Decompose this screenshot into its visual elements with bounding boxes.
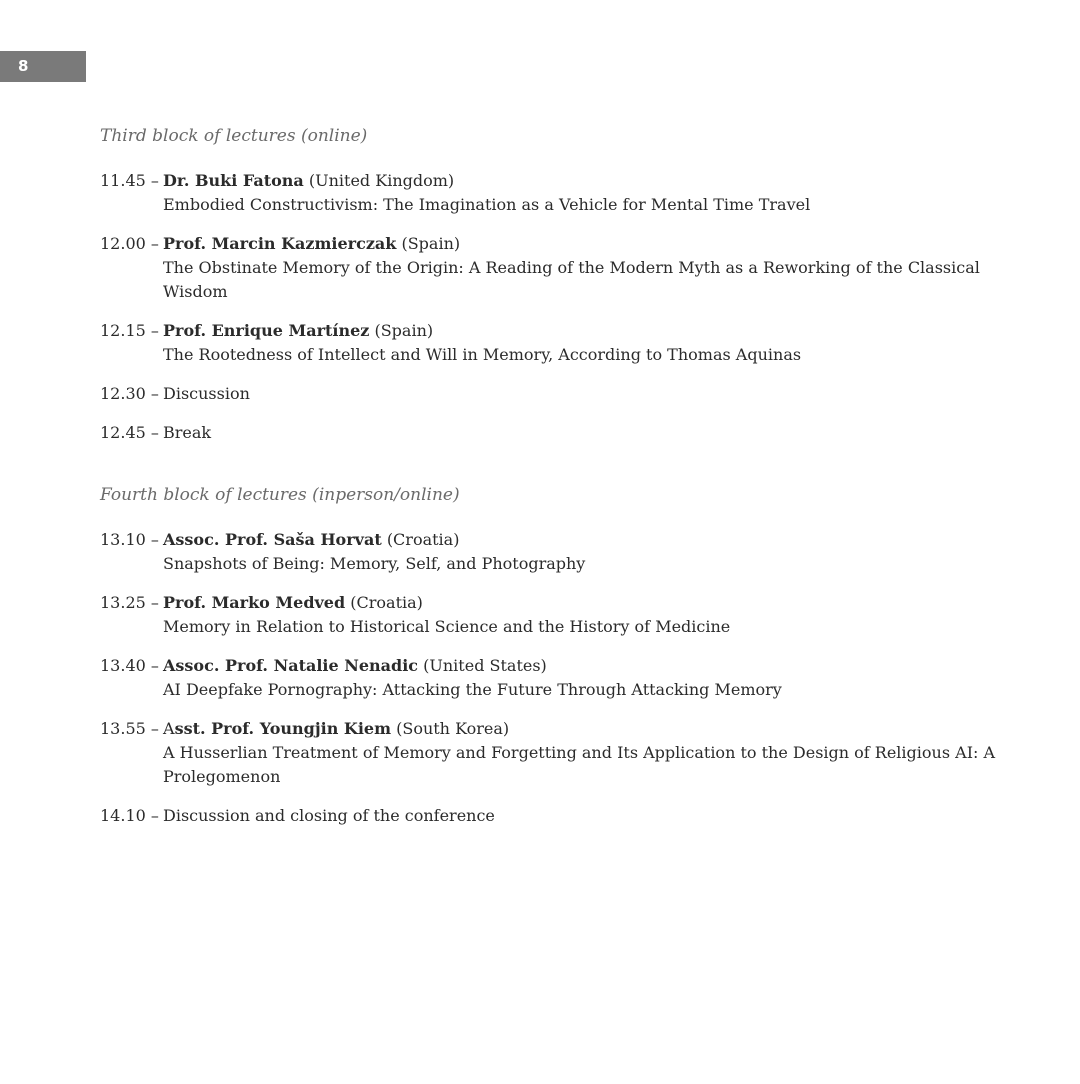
entry-time: 12.15 – [100, 321, 159, 340]
speaker-name: Prof. Enrique Martínez [163, 321, 370, 340]
entry-time: 13.25 – [100, 593, 159, 612]
program-entry [100, 169, 1000, 217]
speaker-prefix: A [163, 719, 175, 738]
entry-time: 12.45 – [100, 423, 159, 442]
program-content [100, 124, 1000, 843]
entry-time: 11.45 – [100, 171, 159, 190]
lecture-title: The Rootedness of Intellect and Will in Memory, According to Thomas Aquinas [163, 345, 802, 364]
entry-time: 12.00 – [100, 234, 159, 253]
speaker-country: (United States) [423, 656, 547, 675]
speaker-country: (Spain) [401, 234, 461, 253]
program-entry [100, 319, 1000, 367]
block-heading-third: Third block of lectures (online) [100, 126, 368, 146]
entry-time: 12.30 – [100, 384, 159, 403]
speaker-name: Prof. Marcin Kazmierczak [163, 234, 397, 253]
program-entry [100, 717, 1000, 789]
speaker-name: sst. Prof. Youngjin Kiem [174, 719, 392, 738]
speaker-country: (South Korea) [396, 719, 510, 738]
speaker-name: Assoc. Prof. Saša Horvat [163, 530, 382, 549]
speaker-country: (Spain) [374, 321, 434, 340]
lecture-title: Embodied Constructivism: The Imagination as a Vehicle for Mental Time Travel [163, 195, 811, 214]
speaker-name: Prof. Marko Medved [163, 593, 346, 612]
lecture-title: AI Deepfake Pornography: Attacking the Future Through Attacking Memory [163, 680, 782, 699]
entry-time: 14.10 – [100, 806, 159, 825]
lecture-title: Memory in Relation to Historical Science and the History of Medicine [163, 617, 731, 636]
page-number: 8 [0, 51, 86, 82]
entry-time: 13.40 – [100, 656, 159, 675]
lecture-title: Snapshots of Being: Memory, Self, and Photography [163, 554, 586, 573]
entry-text: Break [163, 423, 212, 442]
entry-time: 13.55 – [100, 719, 159, 738]
entry-time: 13.10 – [100, 530, 159, 549]
entry-text: Discussion and closing of the conference [163, 806, 495, 825]
program-entry [100, 421, 1000, 445]
program-entry [100, 654, 1000, 702]
program-entry [100, 804, 1000, 828]
speaker-name: Assoc. Prof. Natalie Nenadic [163, 656, 419, 675]
speaker-name: Dr. Buki Fatona [163, 171, 304, 190]
speaker-country: (United Kingdom) [308, 171, 455, 190]
lecture-title: A Husserlian Treatment of Memory and Forgetting and Its Application to the Design of Religious AI: A Prolegomenon [163, 743, 996, 786]
program-entry [100, 528, 1000, 576]
program-entry [100, 232, 1000, 304]
lecture-title: The Obstinate Memory of the Origin: A Reading of the Modern Myth as a Reworking of the Classical Wisdom [163, 258, 980, 301]
speaker-country: (Croatia) [386, 530, 460, 549]
block-heading-fourth: Fourth block of lectures (inperson/online) [100, 485, 460, 505]
entry-text: Discussion [163, 384, 250, 403]
program-entry [100, 382, 1000, 406]
speaker-country: (Croatia) [350, 593, 423, 612]
program-entry [100, 591, 1000, 639]
